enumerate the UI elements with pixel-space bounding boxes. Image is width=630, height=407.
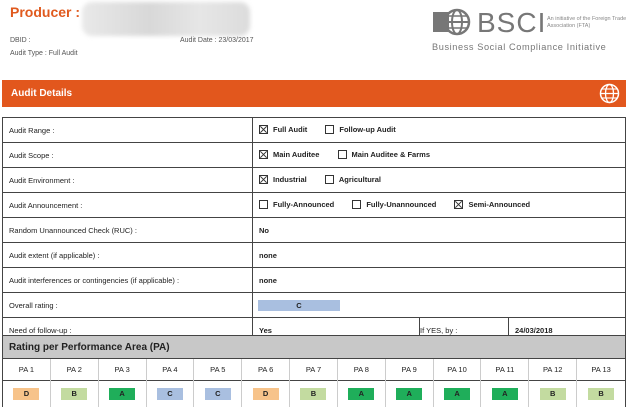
pa-name: PA 5 bbox=[194, 359, 241, 381]
pa-rating-badge: B bbox=[300, 388, 326, 400]
globe-outline-icon bbox=[599, 83, 620, 104]
follow-up-if-yes-label: If YES, by : bbox=[419, 318, 509, 343]
option-semi-announced[interactable]: Semi-Announced bbox=[454, 200, 530, 209]
ruc-label: Random Unannounced Check (RUC) : bbox=[3, 218, 253, 243]
option-follow-up-audit[interactable]: Follow-up Audit bbox=[325, 125, 395, 134]
ruc-value: No bbox=[253, 218, 626, 243]
option-fully-unannounced[interactable]: Fully-Unannounced bbox=[352, 200, 436, 209]
option-main-auditee-farms[interactable]: Main Auditee & Farms bbox=[338, 150, 431, 159]
checkbox-checked[interactable] bbox=[259, 150, 268, 159]
pa-rating-badge: B bbox=[588, 388, 614, 400]
row-audit-range bbox=[3, 118, 626, 143]
redacted-producer-name bbox=[82, 2, 250, 36]
globe-icon bbox=[433, 8, 473, 36]
row-audit-environment bbox=[3, 168, 626, 193]
logo-subtitle: Business Social Compliance Initiative bbox=[432, 42, 607, 52]
row-audit-scope bbox=[3, 143, 626, 168]
audit-announcement-label: Audit Announcement : bbox=[3, 193, 253, 218]
logo-fta-note: An initiative of the Foreign Trade Association (FTA) bbox=[547, 16, 627, 29]
option-industrial[interactable]: Industrial bbox=[259, 175, 307, 184]
overall-rating-badge: C bbox=[258, 300, 340, 311]
checkbox-checked[interactable] bbox=[259, 125, 268, 134]
pa-column bbox=[386, 359, 434, 407]
extent-value: none bbox=[253, 243, 626, 268]
option-main-auditee[interactable]: Main Auditee bbox=[259, 150, 319, 159]
pa-column bbox=[147, 359, 195, 407]
follow-up-label: Need of follow-up : bbox=[3, 318, 253, 344]
bsci-logo bbox=[430, 5, 626, 55]
pa-rating-badge: A bbox=[348, 388, 374, 400]
checkbox-unchecked[interactable] bbox=[325, 175, 334, 184]
option-fully-announced[interactable]: Fully-Announced bbox=[259, 200, 334, 209]
audit-details-table bbox=[2, 117, 626, 344]
pa-rating-badge: B bbox=[540, 388, 566, 400]
audit-details-header bbox=[2, 80, 626, 107]
pa-rating-badge: A bbox=[444, 388, 470, 400]
report-header bbox=[0, 0, 630, 72]
pa-name: PA 8 bbox=[338, 359, 385, 381]
pa-rating-badge: A bbox=[109, 388, 135, 400]
pa-name: PA 3 bbox=[99, 359, 146, 381]
pa-name: PA 12 bbox=[529, 359, 576, 381]
pa-name: PA 11 bbox=[481, 359, 528, 381]
audit-scope-label: Audit Scope : bbox=[3, 143, 253, 168]
audit-date: Audit Date : 23/03/2017 bbox=[180, 37, 254, 44]
option-agricultural[interactable]: Agricultural bbox=[325, 175, 381, 184]
pa-column bbox=[290, 359, 338, 407]
pa-column bbox=[3, 359, 51, 407]
pa-rating-grid bbox=[2, 359, 626, 407]
pa-name: PA 2 bbox=[51, 359, 98, 381]
pa-column bbox=[529, 359, 577, 407]
checkbox-unchecked[interactable] bbox=[338, 150, 347, 159]
pa-section-title: Rating per Performance Area (PA) bbox=[9, 342, 170, 353]
audit-type: Audit Type : Full Audit bbox=[10, 50, 78, 57]
pa-name: PA 1 bbox=[3, 359, 50, 381]
row-ruc bbox=[3, 218, 626, 243]
producer-label: Producer : bbox=[10, 4, 81, 20]
pa-rating-badge: C bbox=[205, 388, 231, 400]
interferences-value: none bbox=[253, 268, 626, 293]
pa-column bbox=[99, 359, 147, 407]
pa-column bbox=[194, 359, 242, 407]
pa-rating-badge: B bbox=[61, 388, 87, 400]
row-overall-rating bbox=[3, 293, 626, 318]
checkbox-checked[interactable] bbox=[259, 175, 268, 184]
logo-wordmark: BSCI bbox=[477, 7, 547, 38]
pa-column bbox=[434, 359, 482, 407]
row-audit-extent bbox=[3, 243, 626, 268]
pa-section-header bbox=[2, 335, 626, 359]
dbid-label: DBID : bbox=[10, 37, 31, 44]
checkbox-unchecked[interactable] bbox=[352, 200, 361, 209]
pa-name: PA 4 bbox=[147, 359, 194, 381]
pa-name: PA 7 bbox=[290, 359, 337, 381]
follow-up-value: Yes bbox=[259, 326, 272, 335]
extent-label: Audit extent (if applicable) : bbox=[3, 243, 253, 268]
section-title: Audit Details bbox=[11, 88, 73, 99]
option-full-audit[interactable]: Full Audit bbox=[259, 125, 307, 134]
pa-name: PA 13 bbox=[577, 359, 625, 381]
checkbox-unchecked[interactable] bbox=[325, 125, 334, 134]
pa-name: PA 10 bbox=[434, 359, 481, 381]
pa-rating-badge: A bbox=[396, 388, 422, 400]
overall-rating-label: Overall rating : bbox=[3, 293, 253, 318]
interferences-label: Audit interferences or contingencies (if applicable) : bbox=[3, 268, 253, 293]
pa-column bbox=[577, 359, 625, 407]
row-audit-interferences bbox=[3, 268, 626, 293]
pa-rating-badge: D bbox=[13, 388, 39, 400]
pa-name: PA 6 bbox=[242, 359, 289, 381]
pa-name: PA 9 bbox=[386, 359, 433, 381]
pa-rating-badge: A bbox=[492, 388, 518, 400]
checkbox-unchecked[interactable] bbox=[259, 200, 268, 209]
pa-rating-badge: D bbox=[253, 388, 279, 400]
pa-column bbox=[51, 359, 99, 407]
row-audit-announcement bbox=[3, 193, 626, 218]
audit-environment-label: Audit Environment : bbox=[3, 168, 253, 193]
pa-rating-badge: C bbox=[157, 388, 183, 400]
pa-column bbox=[338, 359, 386, 407]
follow-up-date: 24/03/2018 bbox=[515, 326, 553, 335]
audit-range-label: Audit Range : bbox=[3, 118, 253, 143]
checkbox-checked[interactable] bbox=[454, 200, 463, 209]
pa-column bbox=[481, 359, 529, 407]
pa-column bbox=[242, 359, 290, 407]
